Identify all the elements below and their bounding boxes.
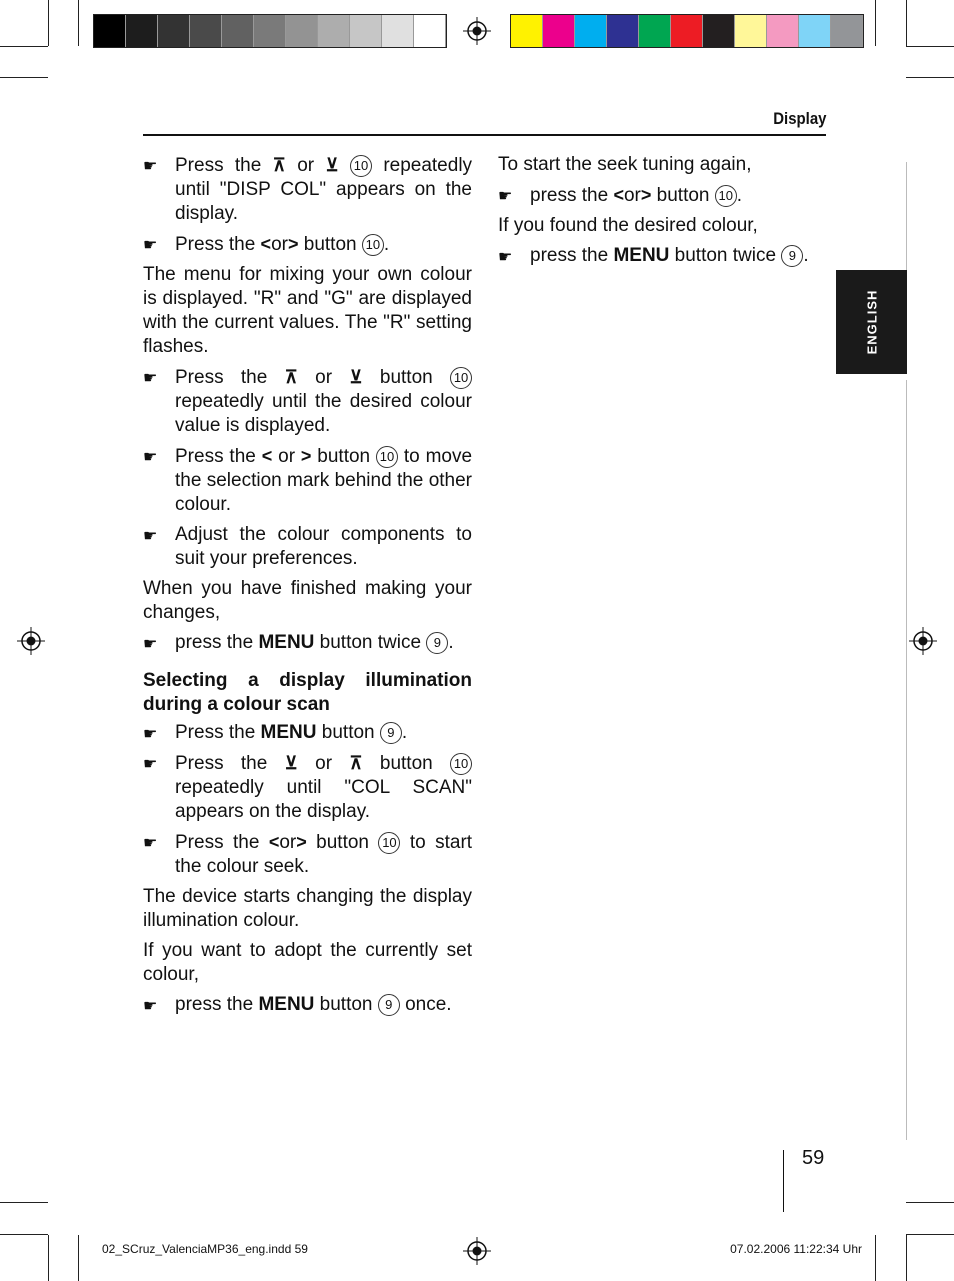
right-column	[498, 153, 826, 274]
menu-key-label: MENU	[260, 722, 317, 743]
down-arrow-icon: ⊻	[349, 367, 363, 387]
list-item: ☛ press the MENU button twice 9 .	[143, 631, 472, 655]
up-arrow-icon: ⊼	[284, 367, 298, 387]
list-item: ☛ press the MENU button twice 9 .	[498, 244, 826, 268]
button-number-badge: 9	[426, 632, 448, 654]
list-item: ☛ Press the ⊻ or ⊼ button 10 repeatedly until "COL SCAN" appears on the display.	[143, 753, 472, 822]
down-arrow-icon: ⊻	[325, 155, 339, 175]
list-item: ☛ Press the <or> button 10 to start the colour seek.	[143, 832, 473, 877]
menu-key-label: MENU	[258, 994, 315, 1015]
crop-mark	[906, 1235, 907, 1281]
pointing-hand-icon: ☛	[143, 998, 158, 1015]
grey-scale-bar	[93, 14, 447, 48]
color-swatch	[671, 15, 703, 47]
paragraph: If you found the desired colour,	[498, 215, 758, 236]
footer-file-info: 02_SCruz_ValenciaMP36_eng.indd 59	[102, 1242, 308, 1256]
button-number-badge: 10	[378, 832, 400, 854]
color-swatch	[607, 15, 639, 47]
list-item: ☛ Press the ⊼ or ⊻ 10 repeatedly until "DISP COL" appears on the display.	[143, 155, 473, 224]
color-swatch	[575, 15, 607, 47]
left-arrow-icon: <	[613, 185, 624, 205]
crop-mark	[0, 46, 48, 47]
button-number-badge: 10	[362, 234, 384, 256]
crop-mark	[0, 1202, 48, 1203]
color-swatch	[735, 15, 767, 47]
list-item: ☛ Adjust the colour components to suit your preferences.	[143, 524, 472, 569]
page-header-title: Display	[772, 109, 826, 128]
crop-mark	[875, 0, 876, 46]
color-swatch	[286, 15, 318, 47]
registration-mark-icon	[909, 627, 937, 655]
list-item: ☛ Press the < or > button 10 to move the selection mark behind the other colour.	[143, 446, 473, 515]
pointing-hand-icon: ☛	[143, 449, 158, 466]
button-number-badge: 10	[450, 753, 472, 775]
button-number-badge: 10	[715, 185, 737, 207]
right-arrow-icon: >	[296, 832, 307, 852]
color-swatch	[94, 15, 126, 47]
pointing-hand-icon: ☛	[143, 237, 158, 254]
crop-mark	[875, 1235, 876, 1281]
pointing-hand-icon: ☛	[143, 636, 158, 653]
button-number-badge: 10	[350, 155, 372, 177]
pointing-hand-icon: ☛	[143, 835, 158, 852]
list-item: ☛ Press the MENU button 9 .	[143, 721, 472, 745]
paragraph: The device starts changing the display illumination colour.	[143, 886, 472, 931]
left-arrow-icon: <	[261, 446, 273, 466]
header-rule	[143, 134, 826, 136]
color-swatch	[639, 15, 671, 47]
page-number: 59	[802, 1147, 825, 1169]
crop-mark	[906, 77, 954, 78]
crop-mark	[906, 46, 954, 47]
crop-mark	[0, 1234, 48, 1235]
color-swatch	[799, 15, 831, 47]
left-arrow-icon: <	[268, 832, 280, 852]
color-swatch	[831, 15, 863, 47]
pointing-hand-icon: ☛	[498, 249, 513, 266]
paragraph: To start the seek tuning again,	[498, 154, 752, 175]
up-arrow-icon: ⊼	[349, 753, 363, 773]
menu-key-label: MENU	[258, 632, 315, 653]
section-heading: Selecting a display illumination during a colour scan	[143, 670, 472, 715]
crop-mark	[78, 0, 79, 46]
button-number-badge: 9	[378, 994, 400, 1016]
page-number-rule	[783, 1150, 784, 1212]
crop-mark	[48, 0, 49, 46]
registration-mark-icon	[463, 17, 491, 45]
color-swatch	[254, 15, 286, 47]
language-tab	[836, 270, 907, 374]
right-arrow-icon: >	[300, 446, 312, 466]
button-number-badge: 10	[376, 446, 398, 468]
pointing-hand-icon: ☛	[143, 726, 158, 743]
crop-mark	[0, 77, 48, 78]
list-item: ☛ Press the ⊼ or ⊻ button 10 repeatedly until the desired colour value is displayed.	[143, 367, 472, 436]
pointing-hand-icon: ☛	[143, 158, 158, 175]
pointing-hand-icon: ☛	[498, 188, 513, 205]
crop-mark	[78, 1235, 79, 1281]
color-swatch	[318, 15, 350, 47]
pointing-hand-icon: ☛	[143, 528, 158, 545]
color-swatch	[350, 15, 382, 47]
footer-timestamp: 07.02.2006 11:22:34 Uhr	[730, 1242, 862, 1256]
color-swatch	[222, 15, 254, 47]
color-swatch	[511, 15, 543, 47]
crop-mark	[48, 1235, 49, 1281]
pointing-hand-icon: ☛	[143, 756, 158, 773]
up-arrow-icon: ⊼	[272, 155, 286, 175]
crop-mark	[906, 0, 907, 46]
color-swatch	[767, 15, 799, 47]
pointing-hand-icon: ☛	[143, 370, 158, 387]
list-item: ☛ press the <or> button 10 .	[498, 183, 826, 208]
color-swatch	[382, 15, 414, 47]
crop-mark	[906, 1202, 954, 1203]
right-arrow-icon: >	[287, 234, 299, 254]
paragraph: When you have finished making your changes,	[143, 578, 472, 623]
color-swatch	[414, 15, 446, 47]
color-swatch	[126, 15, 158, 47]
sidebar-divider	[906, 162, 907, 270]
list-item: ☛ press the MENU button 9 once.	[143, 993, 472, 1017]
color-swatch	[190, 15, 222, 47]
sidebar-divider	[906, 380, 907, 1140]
registration-mark-icon	[463, 1237, 491, 1265]
button-number-badge: 9	[781, 245, 803, 267]
left-column	[143, 153, 472, 1023]
paragraph: The menu for mixing your own colour is displayed. "R" and "G" are displayed with the current values. The "R" setting flashes.	[143, 264, 472, 357]
right-arrow-icon: >	[640, 185, 652, 205]
color-swatch	[543, 15, 575, 47]
list-item: ☛ Press the <or> button 10 .	[143, 232, 472, 257]
color-swatch	[703, 15, 735, 47]
menu-key-label: MENU	[613, 245, 670, 266]
color-scale-bar	[510, 14, 864, 48]
language-label: ENGLISH	[864, 289, 879, 355]
button-number-badge: 9	[380, 722, 402, 744]
down-arrow-icon: ⊻	[284, 753, 298, 773]
left-arrow-icon: <	[260, 234, 272, 254]
registration-mark-icon	[17, 627, 45, 655]
crop-mark	[906, 1234, 954, 1235]
paragraph: If you want to adopt the currently set colour,	[143, 940, 472, 985]
color-swatch	[158, 15, 190, 47]
button-number-badge: 10	[450, 367, 472, 389]
